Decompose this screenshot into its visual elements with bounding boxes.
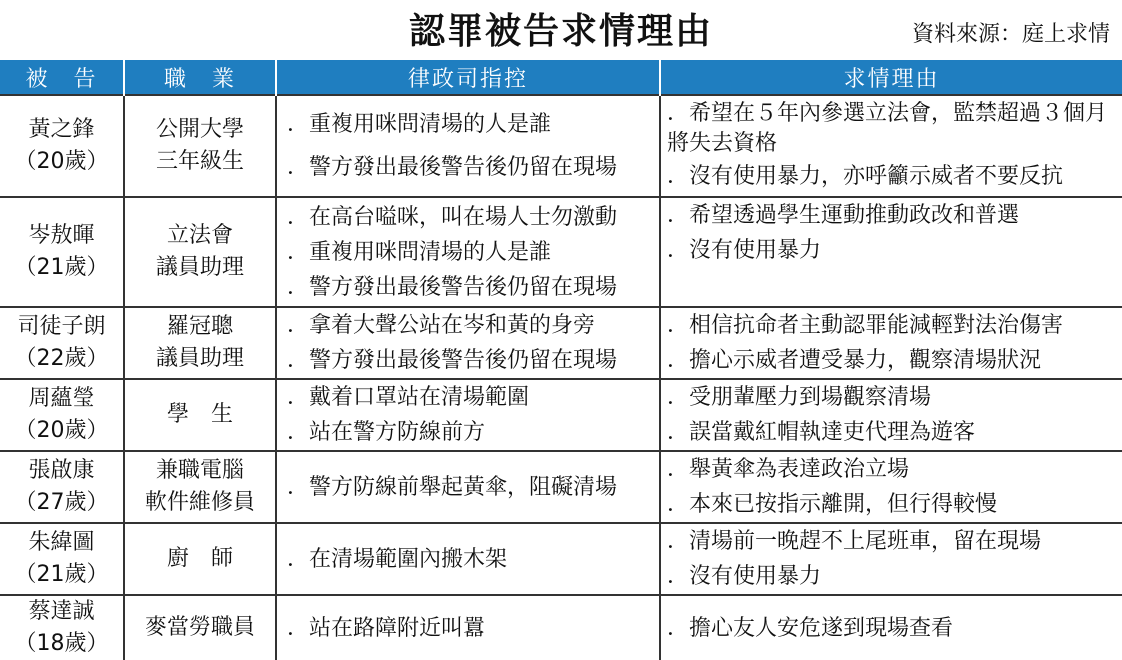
table-row <box>0 451 1122 523</box>
occupation-line: 公開大學 <box>155 117 244 142</box>
reason-item: ．本來已按指示離開，但行得較慢 <box>667 492 998 517</box>
defendant-cell <box>0 307 124 379</box>
table-row <box>0 95 1122 197</box>
occupation-line: 麥當勞職員 <box>144 615 255 640</box>
occupation-line: 羅冠聰 <box>166 314 233 339</box>
table-row <box>0 197 1122 307</box>
occupation-cell <box>124 595 276 660</box>
charges-cell <box>276 307 660 379</box>
occupation-line: 議員助理 <box>155 255 244 280</box>
defendant-cell <box>0 95 124 197</box>
defendant-age: （22歲） <box>14 346 109 371</box>
header-defendant: 被 告 <box>0 60 124 95</box>
reason-item: ．受朋輩壓力到場觀察清場 <box>667 385 932 410</box>
charge-item: ．站在路障附近叫囂 <box>287 615 486 641</box>
charge-item: ．警方發出最後警告後仍留在現場 <box>287 348 618 373</box>
reason-item: ．希望在５年內參選立法會，監禁超過３個月將失去資格 <box>667 100 1108 156</box>
occupation-cell <box>124 379 276 451</box>
defendant-age: （20歲） <box>14 149 109 174</box>
charge-item: ．拿着大聲公站在岑和黃的身旁 <box>287 313 596 338</box>
defendant-name: 朱緯圖 <box>28 530 95 555</box>
reason-item: ．舉黃傘為表達政治立場 <box>667 457 910 482</box>
charge-item: ．戴着口罩站在清場範圍 <box>287 385 530 410</box>
occupation-line: 三年級生 <box>155 149 244 174</box>
reason-item: ．擔心友人安危遂到現場查看 <box>667 615 954 641</box>
defendant-name: 周蘊瑩 <box>28 386 95 411</box>
charge-item: ．在清場範圍內搬木架 <box>287 546 508 572</box>
defendant-cell <box>0 523 124 595</box>
source-note: 資料來源：庭上求情 <box>911 22 1110 47</box>
charges-cell <box>276 95 660 197</box>
table-row <box>0 523 1122 595</box>
table-row <box>0 307 1122 379</box>
reasons-cell <box>660 197 1122 307</box>
charge-item: ．在高台嗌咪，叫在場人士勿激動 <box>287 204 618 230</box>
defendant-age: （20歲） <box>14 418 109 443</box>
header-charges: 律政司指控 <box>276 60 660 95</box>
reasons-cell <box>660 307 1122 379</box>
plea-table <box>0 60 1122 660</box>
charge-item: ．重複用咪問清場的人是誰 <box>287 112 552 137</box>
occupation-line: 學 生 <box>166 402 233 427</box>
header-reasons: 求情理由 <box>660 60 1122 95</box>
reasons-cell <box>660 451 1122 523</box>
reasons-cell <box>660 95 1122 197</box>
defendant-name: 司徒子朗 <box>17 314 106 339</box>
charge-item: ．站在警方防線前方 <box>287 420 486 445</box>
occupation-line: 軟件維修員 <box>144 490 255 515</box>
reason-item: ．清場前一晚趕不上尾班車，留在現場 <box>667 529 1042 554</box>
reason-item: ．沒有使用暴力 <box>667 238 822 263</box>
occupation-line: 立法會 <box>166 223 233 248</box>
reason-item: ．希望透過學生運動推動政改和普選 <box>667 203 1020 228</box>
defendant-name: 蔡達誠 <box>28 599 95 624</box>
reason-item: ．相信抗命者主動認罪能減輕對法治傷害 <box>667 313 1064 338</box>
reasons-cell <box>660 523 1122 595</box>
reason-item: ．沒有使用暴力，亦呼籲示威者不要反抗 <box>667 163 1064 189</box>
defendant-cell <box>0 451 124 523</box>
charge-item: ．警方發出最後警告後仍留在現場 <box>287 155 618 180</box>
occupation-cell <box>124 197 276 307</box>
reason-item: ．擔心示威者遭受暴力，觀察清場狀況 <box>667 348 1042 373</box>
defendant-age: （27歲） <box>14 490 109 515</box>
charges-cell <box>276 523 660 595</box>
table-row <box>0 595 1122 660</box>
occupation-line: 廚 師 <box>166 546 233 571</box>
charges-cell <box>276 379 660 451</box>
reasons-cell <box>660 595 1122 660</box>
charges-cell <box>276 197 660 307</box>
table-header-row <box>0 60 1122 95</box>
defendant-name: 張啟康 <box>28 458 95 483</box>
defendant-cell <box>0 197 124 307</box>
page-title: 認罪被告求情理由 <box>408 11 713 52</box>
charge-item: ．警方防線前舉起黃傘，阻礙清場 <box>287 474 618 500</box>
occupation-cell <box>124 307 276 379</box>
header-occupation: 職 業 <box>124 60 276 95</box>
charges-cell <box>276 595 660 660</box>
occupation-cell <box>124 451 276 523</box>
table-row <box>0 379 1122 451</box>
defendant-age: （18歲） <box>14 631 109 656</box>
defendant-name: 岑敖暉 <box>28 223 95 248</box>
reason-item: ．沒有使用暴力 <box>667 564 822 589</box>
defendant-cell <box>0 379 124 451</box>
reason-item: ．誤當戴紅帽執達吏代理為遊客 <box>667 420 976 445</box>
charge-item: ．警方發出最後警告後仍留在現場 <box>287 274 618 300</box>
defendant-name: 黃之鋒 <box>28 117 95 142</box>
reasons-cell <box>660 379 1122 451</box>
occupation-line: 議員助理 <box>155 346 244 371</box>
defendant-age: （21歲） <box>14 255 109 280</box>
charge-item: ．重複用咪問清場的人是誰 <box>287 239 552 265</box>
occupation-cell <box>124 523 276 595</box>
defendant-cell <box>0 595 124 660</box>
occupation-cell <box>124 95 276 197</box>
occupation-line: 兼職電腦 <box>155 458 244 483</box>
charges-cell <box>276 451 660 523</box>
defendant-age: （21歲） <box>14 562 109 587</box>
